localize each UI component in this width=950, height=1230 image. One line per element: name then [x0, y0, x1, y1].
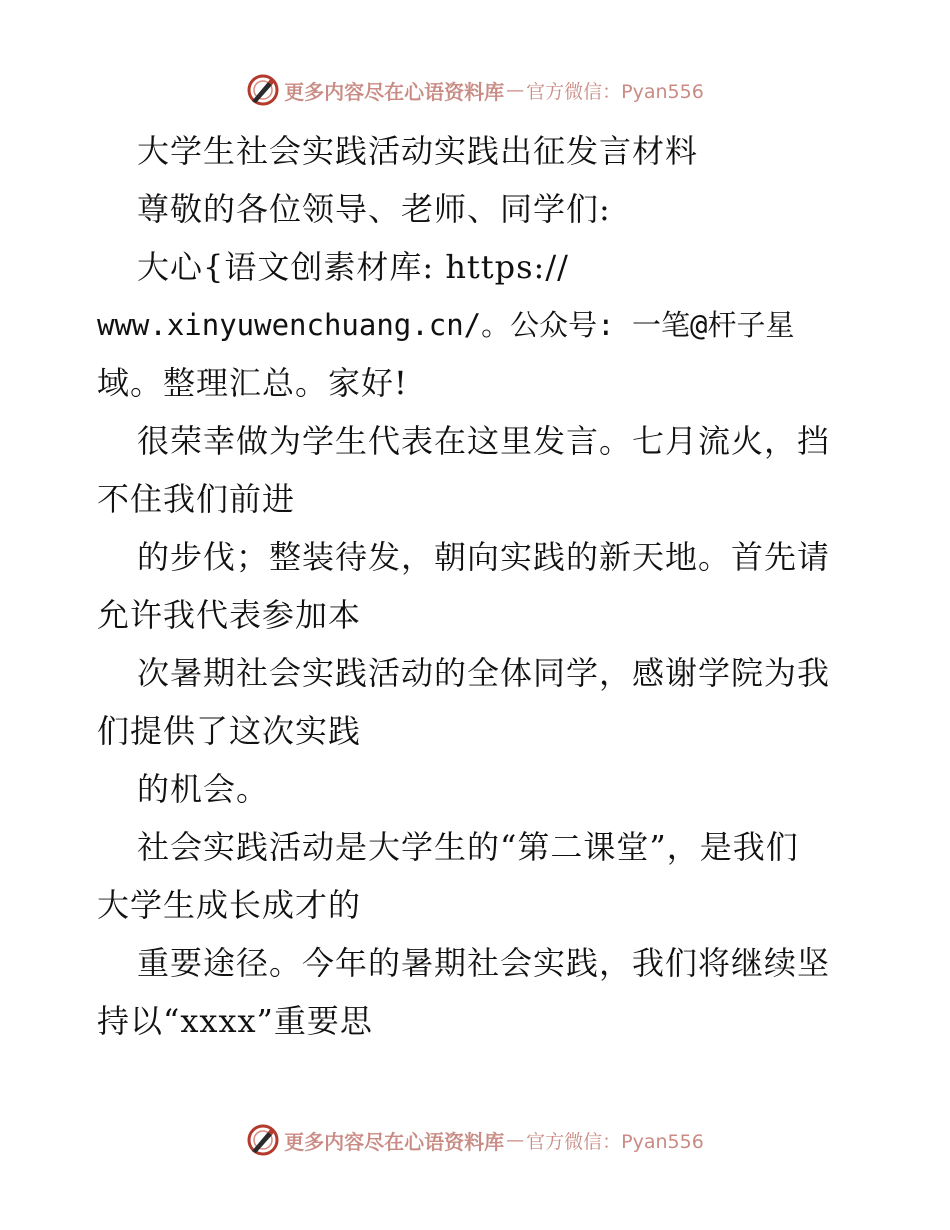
- salutation-line: 尊敬的各位领导、老师、同学们:: [137, 190, 611, 228]
- banner-main-text: 更多内容尽在心语资料库: [284, 1129, 505, 1154]
- banner-separator: —: [506, 79, 525, 101]
- paragraph-line: 不住我们前进: [97, 480, 296, 518]
- header-banner: [0, 70, 950, 110]
- paragraph-line: 次暑期社会实践活动的全体同学，感谢学院为我: [137, 654, 831, 692]
- banner-wechat-text: 官方微信：Pyan556: [526, 80, 704, 103]
- paragraph-line: 们提供了这次实践: [97, 712, 362, 750]
- footer-banner: [0, 1120, 950, 1160]
- banner-main-text: 更多内容尽在心语资料库: [284, 79, 505, 104]
- document-body: [97, 122, 857, 1050]
- paragraph-line: 域。整理汇总。家好!: [97, 364, 408, 402]
- paragraph-line: 重要途径。今年的暑期社会实践，我们将继续坚: [137, 944, 831, 982]
- document-title: 大学生社会实践活动实践出征发言材料: [137, 132, 699, 170]
- paragraph-line: 大心{语文创素材库: https://: [137, 248, 569, 286]
- banner-wechat-text: 官方微信：Pyan556: [526, 1130, 704, 1153]
- paragraph-line: 大学生成长成才的: [97, 886, 362, 924]
- paragraph-line: 的机会。: [137, 770, 270, 808]
- paragraph-line: www.xinyuwenchuang.cn/。公众号: 一笔@杆子星: [97, 308, 795, 342]
- paragraph-line: 允许我代表参加本: [97, 596, 362, 634]
- paragraph-line: 的步伐；整装待发，朝向实践的新天地。首先请: [137, 538, 831, 576]
- paragraph-line: 持以“xxxx”重要思: [97, 1002, 373, 1040]
- pen-seal-logo-icon: [246, 1123, 280, 1157]
- banner-separator: —: [506, 1129, 525, 1151]
- paragraph-line: 社会实践活动是大学生的“第二课堂”，是我们: [137, 828, 799, 866]
- pen-seal-logo-icon: [246, 73, 280, 107]
- paragraph-line: 很荣幸做为学生代表在这里发言。七月流火，挡: [137, 422, 831, 460]
